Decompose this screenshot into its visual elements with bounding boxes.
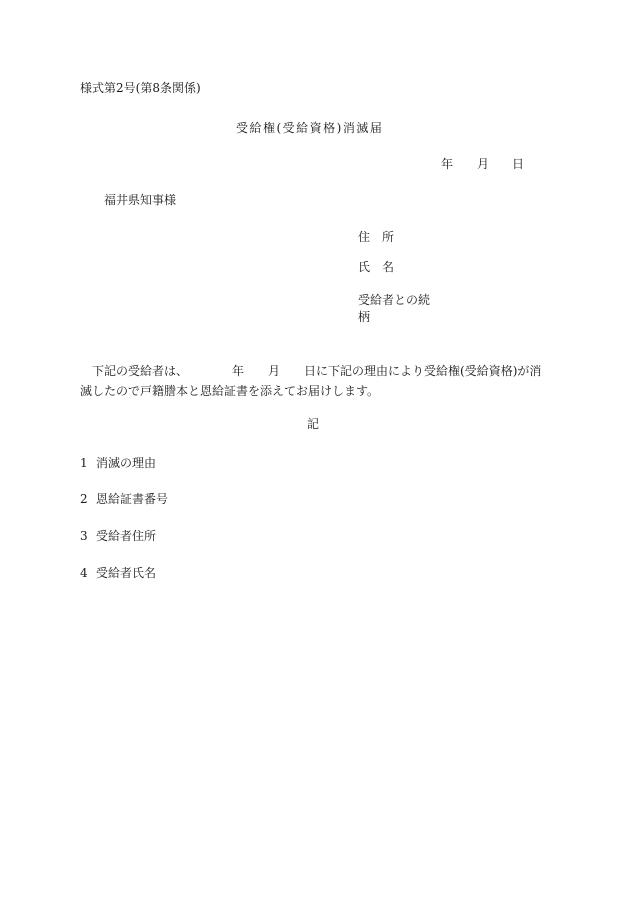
body-text-part2: 日に下記の理由により受給権(受給資格)が消滅したので戸籍謄本と恩給証書を添えてお届けします。 [80,364,542,398]
applicant-address-label: 住 所 [358,230,395,244]
date-month-label: 月 [477,157,490,171]
item-number: 4 [80,566,88,580]
item-number: 2 [80,492,88,506]
item-number: 3 [80,529,88,543]
ki-heading: 記 [307,417,320,431]
item-label: 受給者住所 [96,529,157,543]
list-item [80,457,156,469]
list-item [80,530,156,542]
body-month-label: 月 [268,364,281,378]
item-label: 消滅の理由 [96,456,157,470]
addressee: 福井県知事様 [104,193,177,207]
list-item [80,493,168,505]
item-number: 1 [80,456,88,470]
date-day-label: 日 [512,157,525,171]
document-title: 受給権(受給資格)消滅届 [236,121,384,135]
form-number: 様式第2号(第8条関係) [80,81,201,95]
list-item [80,567,156,579]
applicant-relation-label: 受給者との続柄 [358,293,431,324]
item-label: 受給者氏名 [96,566,157,580]
body-year-label: 年 [232,364,245,378]
body-paragraph [80,361,550,401]
applicant-name-label: 氏 名 [358,260,395,274]
body-text-part1: 下記の受給者は、 [92,364,189,378]
item-label: 恩給証書番号 [96,492,169,506]
date-year-label: 年 [441,157,454,171]
